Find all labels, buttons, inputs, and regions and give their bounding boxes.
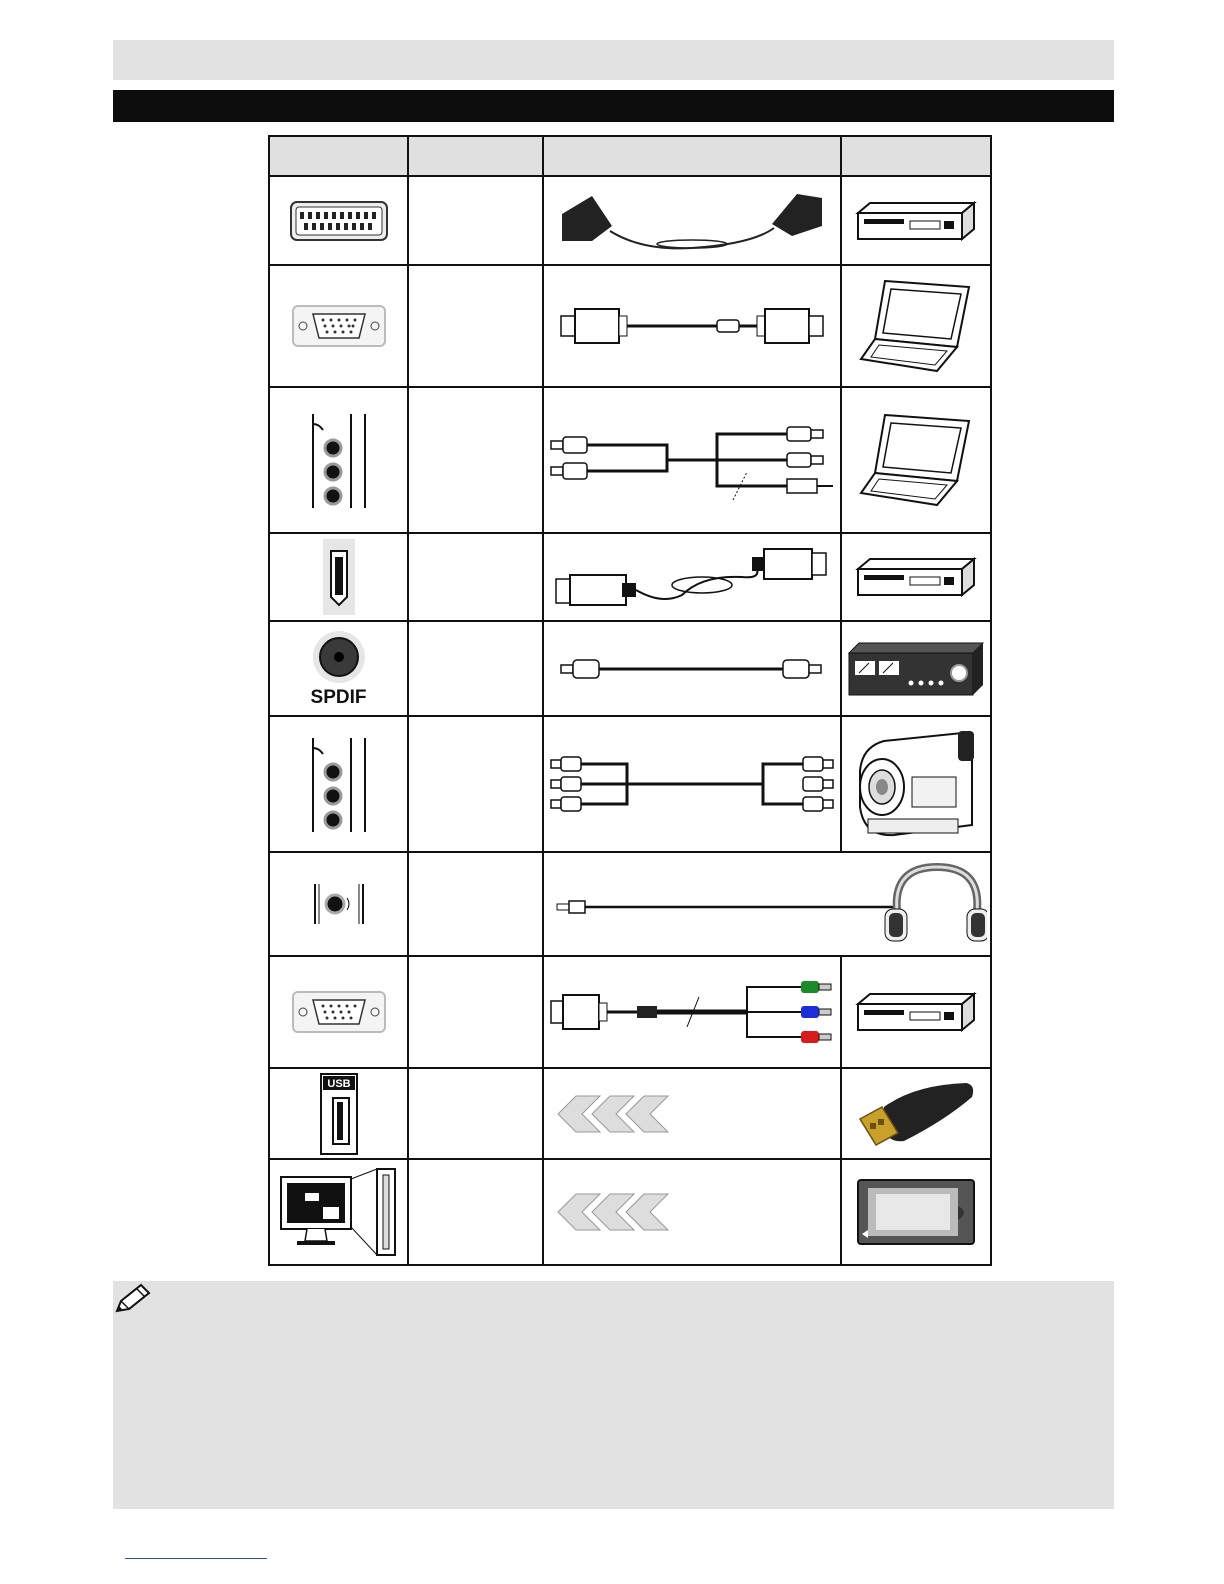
ci-type-label	[408, 1159, 543, 1265]
table-row	[269, 956, 991, 1068]
spdif-type-label	[408, 621, 543, 716]
side-av-port-icon	[269, 716, 408, 852]
usb-port-label: USB	[326, 1077, 351, 1090]
av-type-label	[408, 716, 543, 852]
pencil-icon	[113, 1281, 153, 1315]
column-header-type	[408, 136, 543, 176]
side-av-port-icon	[269, 387, 408, 533]
headphone-port-icon	[269, 852, 408, 956]
table-header-row	[269, 136, 991, 176]
laptop-device-icon	[841, 265, 991, 387]
dvd-player-device-icon	[841, 956, 991, 1068]
spdif-port-icon	[269, 621, 408, 716]
table-row	[269, 852, 991, 956]
dvd-player-device-icon	[841, 176, 991, 265]
vga-port-icon	[269, 956, 408, 1068]
usb-port-icon	[269, 1068, 408, 1159]
top-header-band	[113, 40, 1114, 80]
column-header-device	[841, 136, 991, 176]
cam-module-device-icon	[841, 1159, 991, 1265]
audio-amplifier-device-icon	[841, 621, 991, 716]
dvd-player-device-icon	[841, 533, 991, 621]
table-row	[269, 533, 991, 621]
scart-type-label	[408, 176, 543, 265]
table-row	[269, 387, 991, 533]
pc-audio-cable-image	[543, 387, 841, 533]
table-row	[269, 1159, 991, 1265]
table-row	[269, 716, 991, 852]
vga-type-label	[408, 265, 543, 387]
ypbpr-type-label	[408, 956, 543, 1068]
spdif-port-label: SPDIF	[310, 686, 367, 708]
scart-port-icon	[269, 176, 408, 265]
av-cable-image	[543, 716, 841, 852]
section-title-bar	[113, 90, 1114, 122]
table-row	[269, 621, 991, 716]
table-row	[269, 265, 991, 387]
scart-cable-image	[543, 176, 841, 265]
table-row	[269, 176, 991, 265]
ci-slot-tv-rear-icon	[269, 1159, 408, 1265]
table-row	[269, 1068, 991, 1159]
ci-insert-arrows	[543, 1159, 841, 1265]
vga-cable-image	[543, 265, 841, 387]
headphone-cable-image	[543, 852, 991, 956]
spdif-cable-image	[543, 621, 841, 716]
column-header-connector	[269, 136, 408, 176]
usb-insert-arrows	[543, 1068, 841, 1159]
connections-table	[268, 135, 992, 1266]
hdmi-port-icon	[269, 533, 408, 621]
ypbpr-cable-image	[543, 956, 841, 1068]
usb-stick-device-icon	[841, 1068, 991, 1159]
vga-port-icon	[269, 265, 408, 387]
camcorder-device-icon	[841, 716, 991, 852]
laptop-device-icon	[841, 387, 991, 533]
headphone-type-label	[408, 852, 543, 956]
hdmi-type-label	[408, 533, 543, 621]
footer-rule	[125, 1558, 267, 1559]
column-header-cables	[543, 136, 841, 176]
hdmi-cable-image	[543, 533, 841, 621]
pc-audio-type-label	[408, 387, 543, 533]
note-box	[113, 1281, 1114, 1509]
usb-type-label	[408, 1068, 543, 1159]
